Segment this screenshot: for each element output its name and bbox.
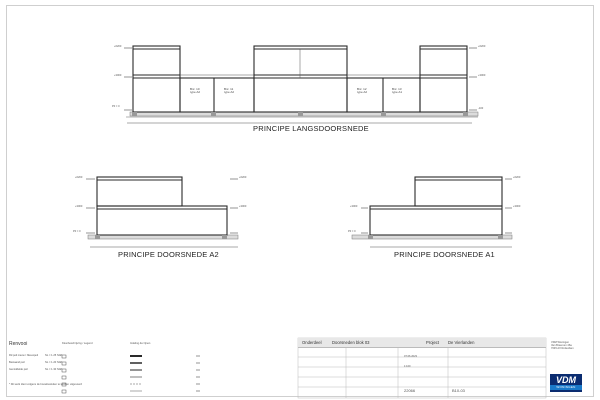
section-a1 xyxy=(352,177,512,247)
room-number: Bnr. 13 xyxy=(392,87,402,91)
section-a2 xyxy=(86,177,238,247)
room-type: type A2 xyxy=(357,90,368,95)
number-value: 22066 xyxy=(404,388,416,393)
room-number: Bnr. 12 xyxy=(357,87,367,91)
company-line: 7045 AX Rotterdam xyxy=(551,347,574,350)
level-label: +6200 xyxy=(75,176,83,179)
vdm-logo xyxy=(550,374,582,392)
project-value: De Vierlanden xyxy=(448,339,475,345)
peil-value: NL = 1.20 NAP xyxy=(45,361,63,364)
legend-col3-title: Indeling der lijnen xyxy=(130,342,151,345)
level-label: +3000 xyxy=(350,205,358,208)
room-type: type A1 xyxy=(392,90,403,95)
legend-note: * Dit werk dient volgens de bouwbesluiten te worden uitgevoerd xyxy=(9,383,82,386)
level-label: +3000 xyxy=(75,205,83,208)
peil-value: NL = 1.30 NAP xyxy=(45,368,63,371)
legend-title: Renvooi xyxy=(9,341,28,347)
room-label xyxy=(190,88,200,95)
room-label xyxy=(392,88,402,95)
section-title-a1: PRINCIPE DOORSNEDE A1 xyxy=(394,250,495,259)
room-label xyxy=(224,88,234,95)
level-label: +6200 xyxy=(114,45,122,48)
peil-label: Gemiddelde peil xyxy=(9,368,28,371)
level-label: +3000 xyxy=(239,205,247,208)
level-label: P0 = 0 xyxy=(112,105,120,108)
logo-sub: WONINGEN xyxy=(550,385,582,390)
room-number: Bnr. 10 xyxy=(190,87,200,91)
level-label: +6200 xyxy=(478,45,486,48)
legend-col2-title: Kleurbeschrijving / Legend xyxy=(62,342,93,345)
room-label xyxy=(357,88,367,95)
date-value: 07.06.2023 xyxy=(404,355,417,358)
peil-value: NL = 1.25 NAP xyxy=(45,354,63,357)
level-label: +6200 xyxy=(513,176,521,179)
level-label: -100 xyxy=(478,107,484,110)
company-line: VDM Woningen xyxy=(551,341,570,344)
longitudinal-section xyxy=(124,46,478,123)
peil-label: Rd peil nieuw / Nieuwpeil xyxy=(9,354,38,357)
room-number: Bnr. 11 xyxy=(224,87,234,91)
onderdeel-value: Doorsneden blok 03 xyxy=(332,339,370,345)
room-type: type A2 xyxy=(224,90,235,95)
section-title-long: PRINCIPE LANGSDOORSNEDE xyxy=(253,124,369,133)
section-title-a2: PRINCIPE DOORSNEDE A2 xyxy=(118,250,219,259)
scale-value: 1:100 xyxy=(404,365,411,368)
sheet-value: B10-03 xyxy=(452,388,465,393)
company-line: Van Breemen 46a xyxy=(551,344,572,347)
level-label: +3000 xyxy=(478,74,486,77)
level-label: P0 = 0 xyxy=(348,230,356,233)
title-block-header xyxy=(298,338,546,348)
level-label: +6200 xyxy=(239,176,247,179)
peil-label: Bestaand peil xyxy=(9,361,25,364)
level-label: +3000 xyxy=(513,205,521,208)
title-block xyxy=(298,338,546,398)
onderdeel-label: Onderdeel xyxy=(302,339,322,345)
company-info xyxy=(551,341,574,350)
legend-swatches xyxy=(62,355,200,393)
project-label: Project xyxy=(426,339,440,345)
logo-mark: VDM xyxy=(556,375,576,385)
room-type: type A2 xyxy=(190,90,201,95)
level-label: P0 = 0 xyxy=(73,230,81,233)
level-label: +3000 xyxy=(114,74,122,77)
